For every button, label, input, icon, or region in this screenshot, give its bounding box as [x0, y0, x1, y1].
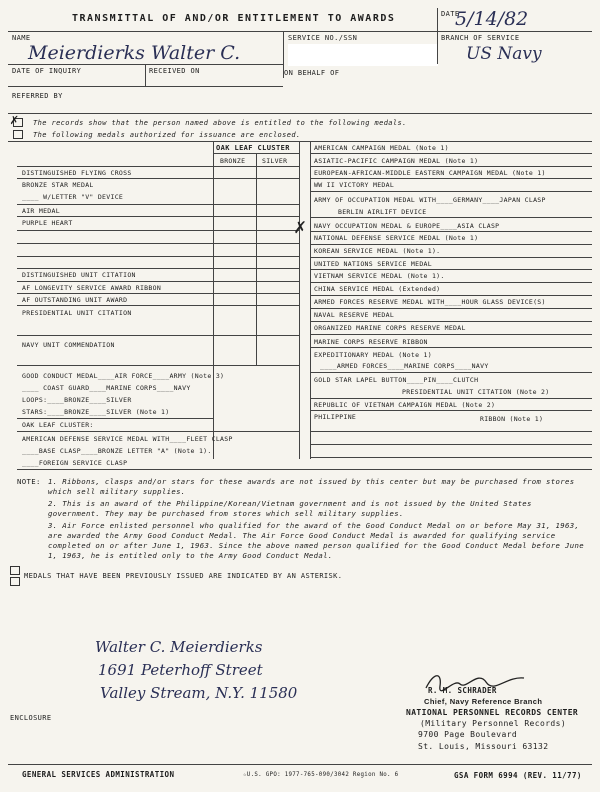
left-row: DISTINGUISHED FLYING CROSS — [22, 169, 132, 177]
address-line: 1691 Peterhoff Street — [98, 661, 263, 679]
right-row: UNITED NATIONS SERVICE MEDAL — [314, 260, 432, 268]
right-row: AMERICAN CAMPAIGN MEDAL (Note 1) — [314, 144, 449, 152]
on-behalf-label: ON BEHALF OF — [284, 69, 340, 77]
right-row: ASIATIC-PACIFIC CAMPAIGN MEDAL (Note 1) — [314, 157, 479, 165]
good-conduct-line: STARS:____BRONZE____SILVER (Note 1) — [22, 408, 170, 416]
good-conduct-line: ____ COAST GUARD____MARINE CORPS____NAVY — [22, 384, 191, 392]
checkmark-icon: ✗ — [10, 112, 19, 128]
good-conduct-line: LOOPS:____BRONZE____SILVER — [22, 396, 132, 404]
american-defense-line: ____FOREIGN SERVICE CLASP — [22, 459, 128, 467]
right-row: EXPEDITIONARY MEDAL (Note 1) — [314, 351, 432, 359]
mark-x-icon: ✗ — [294, 214, 307, 238]
oak-leaf-header: OAK LEAF CLUSTER — [216, 144, 290, 152]
received-on-label: RECEIVED ON — [149, 67, 200, 75]
referred-by-label: REFERRED BY — [12, 92, 63, 100]
good-conduct-line: GOOD CONDUCT MEDAL____AIR FORCE____ARMY (Note 3) — [22, 372, 225, 380]
address-line: Walter C. Meierdierks — [95, 638, 263, 656]
left-row: PRESIDENTIAL UNIT CITATION — [22, 309, 132, 317]
right-row: CHINA SERVICE MEDAL (Extended) — [314, 285, 441, 293]
enclosed-checkbox[interactable] — [13, 130, 23, 139]
enclosed-line: The following medals authorized for issuance are enclosed. — [33, 131, 301, 139]
right-row: VIETNAM SERVICE MEDAL (Note 1). — [314, 272, 445, 280]
right-row: REPUBLIC OF VIETNAM CAMPAIGN MEDAL (Note 2) — [314, 401, 496, 409]
note-2: 2. This is an award of the Philippine/Korean/Vietnam government and is not issued by the United States government. They may be purchased from stores which sell military supplies. — [48, 499, 532, 518]
left-row: DISTINGUISHED UNIT CITATION — [22, 271, 136, 279]
right-row: RIBBON (Note 1) — [480, 415, 544, 423]
right-row: PRESIDENTIAL UNIT CITATION (Note 2) — [402, 388, 550, 396]
asterisk-line: MEDALS THAT HAVE BEEN PREVIOUSLY ISSUED ARE INDICATED BY AN ASTERISK. — [24, 572, 343, 580]
center-street: 9700 Page Boulevard — [418, 730, 518, 739]
good-conduct-line: OAK LEAF CLUSTER: — [22, 421, 94, 429]
left-row: ____ W/LETTER "V" DEVICE — [22, 193, 124, 201]
left-row: AF OUTSTANDING UNIT AWARD — [22, 296, 128, 304]
left-row: BRONZE STAR MEDAL — [22, 181, 94, 189]
note-3: 3. Air Force enlisted personnel who qualified for the award of the Good Conduct Medal on or before May 31, 1963, are awarded the Army Good Conduct Medal. The Air Force Good Conduct Medal is awarded for qualifying service completed on or after June 1, 1963. Since the above named person qualified for the Good Conduct Medal before June 1, 1963, he is entitled only to the Army Good Conduct Medal. — [48, 521, 584, 560]
form-number: GSA FORM 6994 (REV. 11/77) — [454, 771, 582, 780]
center-name: NATIONAL PERSONNEL RECORDS CENTER — [406, 708, 579, 717]
note-label: NOTE: — [17, 477, 41, 486]
right-row: ARMY OF OCCUPATION MEDAL WITH____GERMANY____JAPAN CLASP — [314, 196, 546, 204]
right-row: NATIONAL DEFENSE SERVICE MEDAL (Note 1) — [314, 234, 479, 242]
right-row: ORGANIZED MARINE CORPS RESERVE MEDAL — [314, 324, 466, 332]
bronze-header: BRONZE — [220, 157, 246, 165]
agency-name: GENERAL SERVICES ADMINISTRATION — [22, 770, 175, 779]
left-row: PURPLE HEART — [22, 219, 73, 227]
entitled-line: The records show that the person named above is entitled to the following medals. — [33, 119, 407, 127]
right-row: NAVAL RESERVE MEDAL — [314, 311, 395, 319]
enclosure-label: ENCLOSURE — [10, 714, 52, 722]
center-city: St. Louis, Missouri 63132 — [418, 742, 549, 751]
name-value: Meierdierks Walter C. — [28, 42, 241, 64]
right-row: GOLD STAR LAPEL BUTTON____PIN____CLUTCH — [314, 376, 479, 384]
note-1: 1. Ribbons, clasps and/or stars for these awards are not issued by this center but may be purchased from stores which sell military supplies. — [48, 477, 575, 496]
center-sub: (Military Personnel Records) — [420, 719, 567, 728]
form-title: TRANSMITTAL OF AND/OR ENTITLEMENT TO AWARDS — [72, 13, 396, 24]
date-inquiry-label: DATE OF INQUIRY — [12, 67, 82, 75]
right-row: ARMED FORCES RESERVE MEDAL WITH____HOUR GLASS DEVICE(S) — [314, 298, 546, 306]
right-row: EUROPEAN-AFRICAN-MIDDLE EASTERN CAMPAIGN MEDAL (Note 1) — [314, 169, 546, 177]
left-row: NAVY UNIT COMMENDATION — [22, 341, 115, 349]
gpo-line: ☆U.S. GPO: 1977-765-090/3042 Region No. 6 — [243, 772, 399, 778]
right-row: WW II VICTORY MEDAL — [314, 181, 395, 189]
silver-header: SILVER — [262, 157, 288, 165]
asterisk-checkbox[interactable] — [10, 566, 20, 575]
american-defense-line: ____BASE CLASP____BRONZE LETTER "A" (Note 1). — [22, 447, 212, 455]
right-row: BERLIN AIRLIFT DEVICE — [338, 208, 427, 216]
left-row: AF LONGEVITY SERVICE AWARD RIBBON — [22, 284, 162, 292]
american-defense-line: AMERICAN DEFENSE SERVICE MEDAL WITH____FLEET CLASP — [22, 435, 233, 443]
left-row: AIR MEDAL — [22, 207, 60, 215]
right-row: NAVY OCCUPATION MEDAL & EUROPE____ASIA CLASP — [314, 222, 500, 230]
asterisk-checkbox-2[interactable] — [10, 577, 20, 586]
redacted-service-number — [288, 44, 438, 66]
date-label: DATE — [441, 10, 460, 18]
date-value: 5/14/82 — [455, 8, 529, 30]
branch-label: BRANCH OF SERVICE — [441, 34, 520, 42]
address-line: Valley Stream, N.Y. 11580 — [100, 684, 298, 702]
right-row: KOREAN SERVICE MEDAL (Note 1). — [314, 247, 441, 255]
right-row: PHILIPPINE — [314, 413, 357, 421]
branch-value: US Navy — [466, 44, 542, 64]
right-row: MARINE CORPS RESERVE RIBBON — [314, 338, 428, 346]
signer-name: R. M. SCHRADER — [428, 686, 497, 695]
service-no-label: SERVICE NO./SSN — [288, 34, 358, 42]
signer-branch: Chief, Navy Reference Branch — [424, 697, 543, 706]
right-row: ____ARMED FORCES____MARINE CORPS____NAVY — [320, 362, 489, 370]
name-label: NAME — [12, 34, 31, 42]
